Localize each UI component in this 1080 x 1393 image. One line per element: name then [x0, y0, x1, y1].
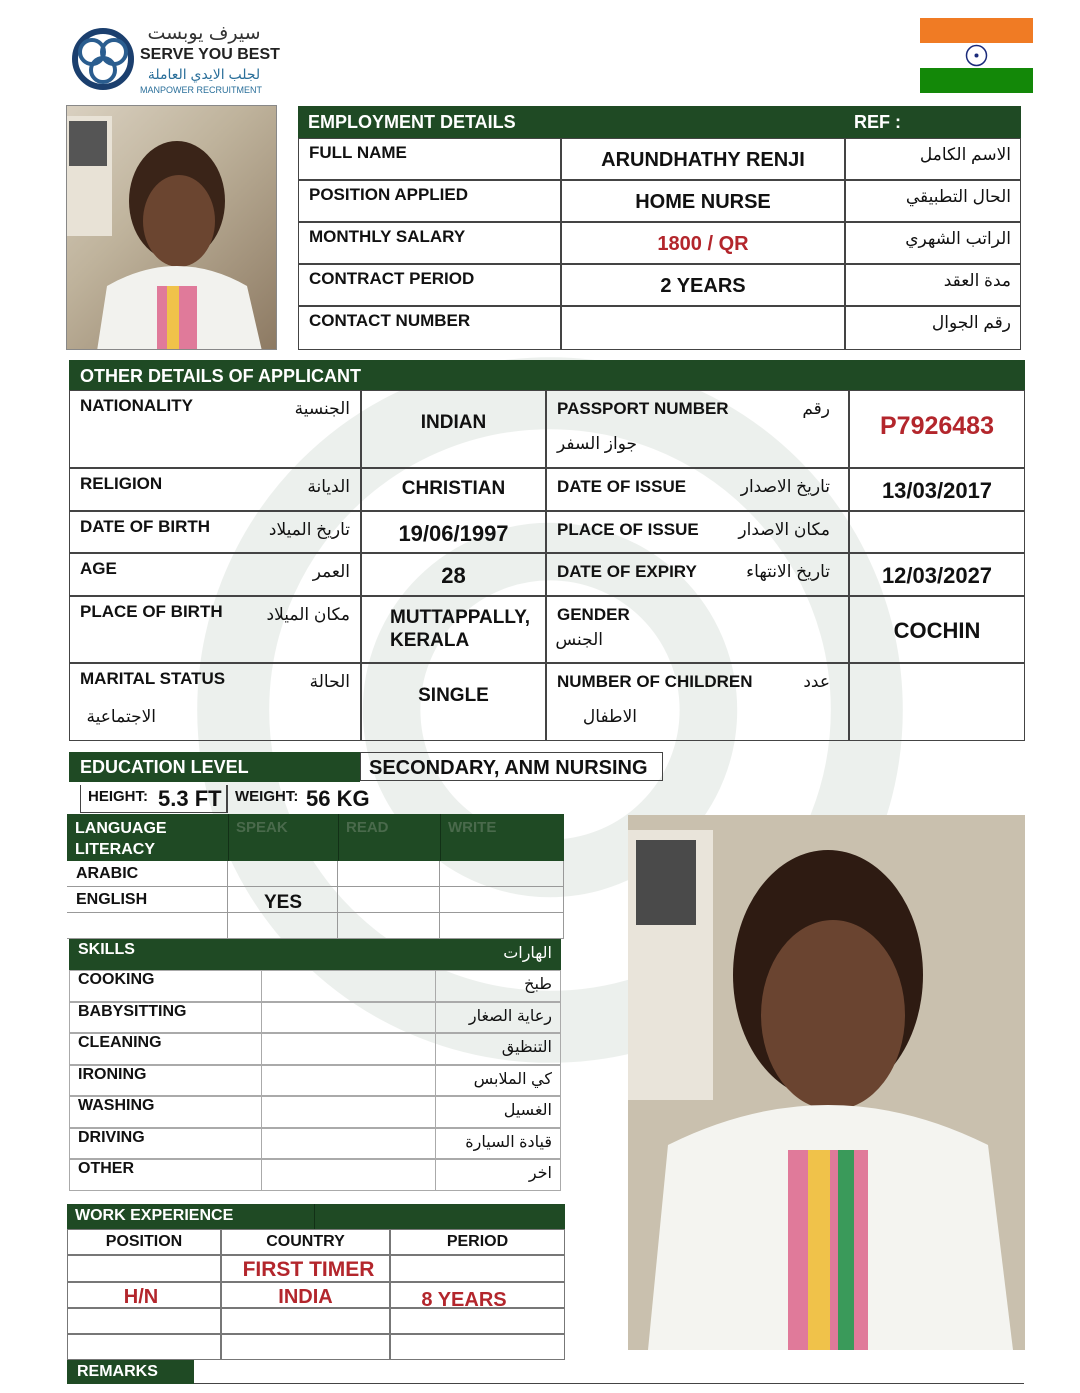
language-cell	[440, 861, 564, 887]
language-cell	[228, 913, 338, 939]
other-arabic-label: الجنس	[555, 630, 603, 649]
employment-details-header	[298, 106, 1021, 138]
skill-name: BABYSITTING	[78, 1002, 187, 1020]
other-arabic-label: مكان الميلاد	[266, 605, 350, 624]
other-arabic-label: الجنسية	[294, 399, 350, 418]
remarks-line	[194, 1383, 1024, 1384]
height-value: 5.3 FT	[158, 786, 222, 811]
other-arabic-label-2: الاطفال	[582, 707, 637, 726]
language-cell	[440, 913, 564, 939]
employment-value: HOME NURSE	[635, 191, 771, 213]
skill-name: OTHER	[78, 1160, 134, 1177]
height-label: HEIGHT:	[88, 788, 148, 805]
employment-value-cell	[561, 306, 845, 350]
skill-divider	[435, 1159, 436, 1191]
other-label: PLACE OF ISSUE	[557, 520, 699, 539]
other-arabic-label: رقم	[802, 399, 830, 418]
other-value-cell	[849, 663, 1025, 741]
other-label: NATIONALITY	[80, 396, 194, 415]
skill-arabic: الغسيل	[503, 1102, 552, 1119]
other-value: CHRISTIAN	[401, 478, 506, 499]
other-label: DATE OF BIRTH	[80, 517, 211, 536]
language-cell	[228, 861, 338, 887]
skill-divider	[261, 1065, 262, 1097]
skill-name: WASHING	[78, 1097, 155, 1114]
logo-arabic-tagline: لجلب الايدي العاملة	[147, 66, 261, 82]
language-cell	[67, 913, 228, 939]
other-arabic-label: الديانة	[307, 477, 350, 496]
other-arabic-label-2: جواز السفر	[557, 434, 637, 453]
language-column-divider	[338, 814, 339, 861]
language-column-divider	[228, 814, 229, 861]
skill-name: COOKING	[78, 971, 155, 988]
weight-value: 56 KG	[306, 786, 370, 811]
work-position: H/N	[123, 1286, 159, 1308]
employment-value: 2 YEARS	[660, 275, 746, 297]
ref-label: REF :	[854, 112, 901, 132]
india-flag	[920, 18, 1033, 93]
language-column-header: READ	[346, 819, 389, 836]
language-cell	[338, 913, 440, 939]
skill-arabic: رعاية الصغار	[468, 1007, 552, 1025]
work-cell	[390, 1255, 565, 1282]
logo-subtitle: MANPOWER RECRUITMENT	[140, 85, 262, 95]
language-column-divider	[440, 814, 441, 861]
skill-divider	[435, 970, 436, 1002]
other-label: GENDER	[557, 605, 630, 624]
skill-divider	[435, 1033, 436, 1065]
other-details-header	[69, 360, 1025, 390]
other-label: DATE OF ISSUE	[557, 477, 687, 496]
weight-label: WEIGHT:	[235, 788, 299, 805]
first-timer-text: FIRST TIMER	[242, 1258, 375, 1281]
employment-arabic-label: الاسم الكامل	[919, 145, 1011, 164]
other-label: MARITAL STATUS	[80, 669, 226, 688]
work-column-header: POSITION	[105, 1233, 183, 1250]
work-column-header: COUNTRY	[266, 1233, 345, 1250]
work-cell	[67, 1308, 221, 1334]
other-arabic-label: مكان الاصدار	[738, 520, 830, 539]
weight-box	[227, 785, 370, 813]
skill-divider	[435, 1128, 436, 1160]
skill-divider	[261, 1096, 262, 1128]
education-level-header	[69, 752, 360, 782]
other-label: PASSPORT NUMBER	[557, 399, 729, 418]
skill-arabic: كي الملابس	[473, 1070, 552, 1088]
employment-label: FULL NAME	[309, 143, 407, 162]
logo-english-name: SERVE YOU BEST	[140, 46, 280, 63]
work-cell	[67, 1255, 221, 1282]
work-period: 8 YEARS	[421, 1289, 507, 1311]
other-value: SINGLE	[418, 685, 489, 706]
skill-arabic: قيادة السيارة	[465, 1133, 552, 1151]
skill-name: IRONING	[78, 1065, 147, 1083]
height-box	[80, 785, 227, 813]
work-column-header: PERIOD	[446, 1233, 509, 1250]
other-value: 28	[441, 563, 466, 588]
skill-name: DRIVING	[78, 1128, 145, 1146]
applicant-photo-large	[628, 815, 1025, 1350]
employment-value: ARUNDHATHY RENJI	[601, 149, 805, 171]
skill-divider	[435, 1065, 436, 1097]
language-cell	[338, 861, 440, 887]
other-value: P7926483	[879, 412, 994, 440]
skill-arabic: طبخ	[524, 976, 552, 993]
skill-arabic: اخر	[528, 1165, 552, 1182]
other-value: COCHIN	[893, 618, 981, 643]
other-label: PLACE OF BIRTH	[80, 602, 223, 621]
other-value: 12/03/2027	[881, 563, 993, 588]
other-value: INDIAN	[420, 412, 487, 433]
remarks-label: REMARKS	[77, 1363, 158, 1380]
work-country: INDIA	[278, 1286, 333, 1308]
employment-label: CONTACT NUMBER	[309, 311, 471, 330]
other-value: 13/03/2017	[881, 478, 993, 503]
other-label: RELIGION	[80, 474, 163, 493]
skill-divider	[261, 1033, 262, 1065]
skill-divider	[435, 1096, 436, 1128]
skill-divider	[435, 1002, 436, 1034]
education-level-value	[360, 752, 663, 781]
logo-knot-icon	[70, 24, 136, 94]
work-cell	[390, 1334, 565, 1360]
employment-details-title: EMPLOYMENT DETAILS	[308, 112, 516, 132]
other-arabic-label: العمر	[312, 562, 350, 581]
remarks-header	[67, 1360, 194, 1384]
employment-label: MONTHLY SALARY	[309, 227, 466, 246]
other-label: DATE OF EXPIRY	[557, 562, 697, 581]
employment-value: 1800 / QR	[657, 233, 749, 255]
other-arabic-label: تاريخ الاصدار	[740, 477, 830, 496]
skill-arabic: التنظيق	[501, 1039, 552, 1056]
work-experience-title: WORK EXPERIENCE	[75, 1207, 234, 1224]
employment-label: CONTRACT PERIOD	[309, 269, 475, 288]
other-arabic-label: عدد	[803, 672, 830, 691]
employment-arabic-label: الحال التطبيقي	[905, 187, 1011, 206]
language-column-header: SPEAK	[236, 819, 288, 836]
employment-arabic-label: مدة العقد	[943, 271, 1011, 290]
work-cell	[221, 1334, 390, 1360]
language-cell	[440, 887, 564, 913]
applicant-photo-small	[66, 105, 277, 350]
employment-arabic-label: رقم الجوال	[931, 313, 1011, 332]
skill-divider	[261, 970, 262, 1002]
skill-divider	[261, 1159, 262, 1191]
company-logo	[70, 22, 280, 98]
language-name: ARABIC	[76, 865, 139, 882]
other-details-title: OTHER DETAILS OF APPLICANT	[80, 366, 361, 386]
other-arabic-label: الحالة	[309, 672, 350, 691]
language-cell	[338, 887, 440, 913]
language-name: ENGLISH	[76, 891, 148, 908]
employment-label: POSITION APPLIED	[309, 185, 469, 204]
education-level-text: SECONDARY, ANM NURSING	[369, 757, 648, 779]
logo-arabic-name: سيرف يوبست	[147, 23, 261, 44]
language-speak: YES	[263, 892, 303, 913]
other-arabic-label: تاريخ الانتهاء	[746, 562, 830, 581]
skills-arabic-title: الهارات	[503, 945, 552, 962]
ashoka-chakra-icon	[965, 44, 988, 67]
other-label: NUMBER OF CHILDREN	[557, 672, 753, 691]
skill-divider	[261, 1002, 262, 1034]
language-literacy-title: LANGUAGE LITERACY	[75, 820, 167, 858]
other-value: MUTTAPPALLY, KERALA	[390, 607, 531, 651]
work-cell	[221, 1308, 390, 1334]
work-cell	[67, 1334, 221, 1360]
work-header-divider	[314, 1204, 315, 1229]
other-label: AGE	[80, 559, 117, 578]
language-column-header: WRITE	[448, 819, 497, 836]
other-arabic-label-2: الاجتماعية	[86, 707, 156, 726]
other-value: 19/06/1997	[398, 521, 509, 546]
other-arabic-label: تاريخ الميلاد	[268, 520, 350, 539]
employment-arabic-label: الراتب الشهري	[905, 229, 1011, 248]
education-level-label: EDUCATION LEVEL	[80, 757, 249, 777]
other-value-cell	[849, 511, 1025, 553]
skill-divider	[261, 1128, 262, 1160]
skills-title: SKILLS	[78, 941, 135, 958]
skill-name: CLEANING	[78, 1034, 162, 1051]
